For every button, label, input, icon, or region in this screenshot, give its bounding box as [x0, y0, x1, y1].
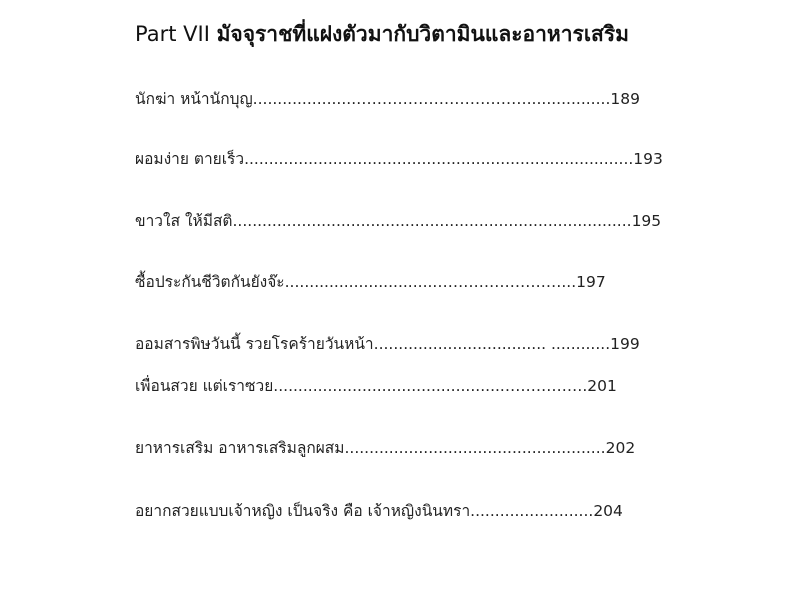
toc-entry: อยากสวยแบบเจ้าหญิง เป็นจริง คือ เจ้าหญิงนินทรา.........................204: [135, 502, 623, 520]
part-title: มัจจุราชที่แฝงตัวมากับวิตามินและอาหารเสริม: [216, 22, 629, 46]
toc-entry: ออมสารพิษวันนี้ รวยโรคร้ายวันหน้า................................... ............199: [135, 335, 640, 353]
toc-entry: นักฆ่า หน้านักบุญ.....................…………………………….................189: [135, 90, 640, 108]
toc-entry: ยาหารเสริม อาหารเสริมลูกผสม.....................................................202: [135, 439, 636, 457]
toc-entry: เพื่อนสวย แต่เราซวย...............................................…………….201: [135, 377, 617, 395]
toc-entry: ขาวใส ให้มีสติ.................................................................................195: [135, 212, 662, 230]
toc-entry: ผอมง่าย ตายเร็ว...............................................................................193: [135, 150, 663, 168]
toc-entry: ซื้อประกันชีวิตกันยังจ๊ะ...............................……………………...197: [135, 273, 606, 291]
page-title: [135, 20, 629, 48]
part-label: Part VII: [135, 22, 210, 46]
